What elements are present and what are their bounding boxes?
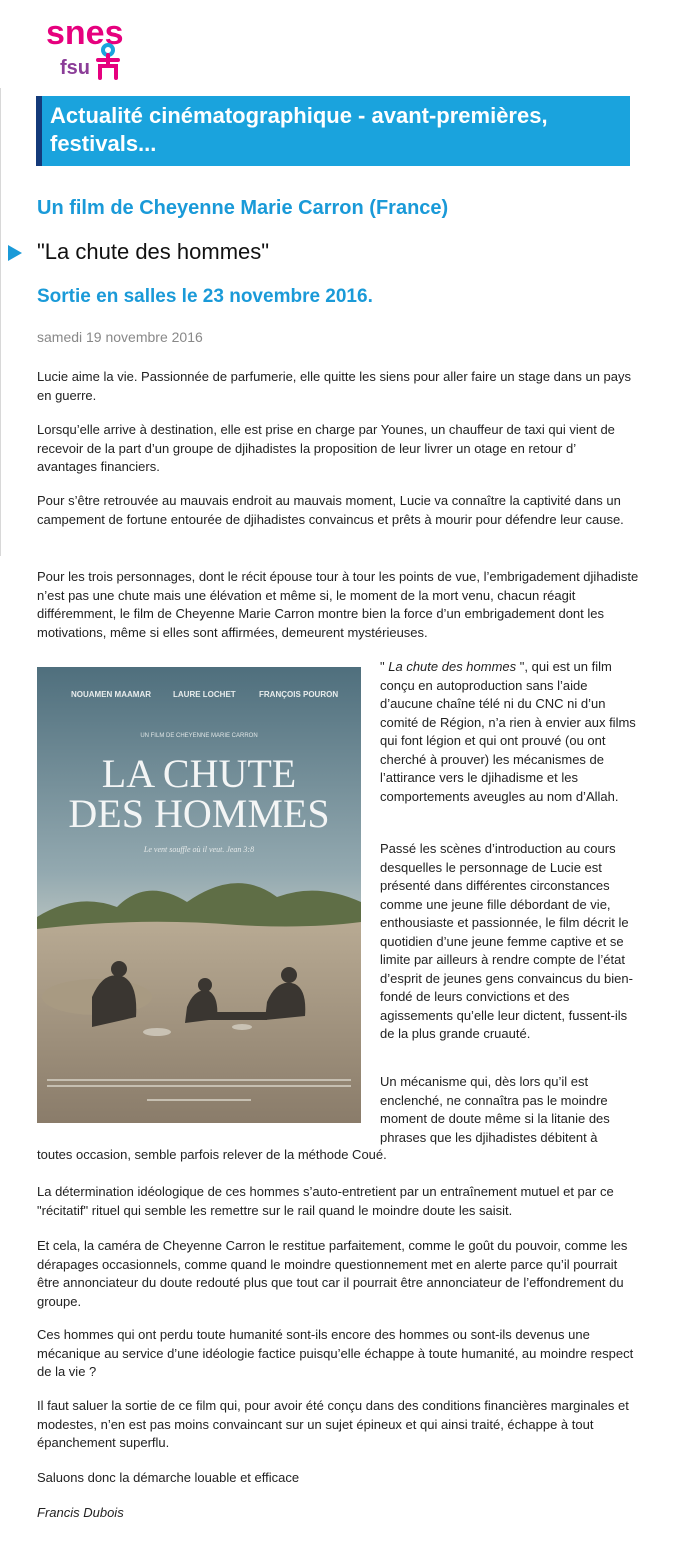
title-arrow-icon: [8, 245, 22, 261]
author-signature: Francis Dubois: [37, 1505, 124, 1520]
poster-credit: UN FILM DE CHEYENNE MARIE CARRON: [140, 733, 258, 739]
poster-title-line-2: DES HOMMES: [68, 791, 330, 836]
section-banner: [36, 96, 630, 166]
poster-actor-2: LAURE LOCHET: [173, 690, 236, 699]
paragraph-9: Et cela, la caméra de Cheyenne Carron le restitue parfaitement, comme le goût du pouvoir, comme les dérapages occasionnels, comme quand le moindre questionnement met en alerte parce qu’il pourrait être annonciateur du doute redouté plus que tout car il pourrait être annonciateur de l’effondrement du groupe.: [37, 1238, 628, 1309]
logo-text-sub: fsu: [60, 57, 90, 79]
paragraph-12: Saluons donc la démarche louable et efficace: [37, 1470, 300, 1485]
poster-title-line-1: LA CHUTE: [101, 751, 297, 796]
poster-actor-3: FRANÇOIS POURON: [259, 690, 339, 699]
logo-text-main: snes: [46, 14, 124, 52]
page-left-border: [0, 88, 1, 556]
paragraph-5: [380, 658, 642, 806]
paragraph-3: Pour s’être retrouvée au mauvais endroit au mauvais moment, Lucie va connaître la captivité dans un campement de fortune entourée de djihadistes convaincus et prêts à mourir pour défendre leur cause.: [37, 493, 624, 527]
article-subtitle: Un film de Cheyenne Marie Carron (France): [37, 197, 449, 219]
release-date-heading: Sortie en salles le 23 novembre 2016.: [37, 286, 373, 307]
paragraph-10: Ces hommes qui ont perdu toute humanité sont-ils encore des hommes ou sont-ils devenus une mécanique au service d’une idéologie factice puisqu’elle échappe à toute humanité, au moindre respect de la vie ?: [37, 1327, 634, 1379]
paragraph-7-a: Un mécanisme qui, dès lors qu’il est enclenché, ne connaîtra pas le moindre moment de doute même si la litanie des phrases que les djihadistes débitent à: [380, 1074, 610, 1145]
paragraph-5-quote: ": [380, 659, 385, 674]
publication-date: samedi 19 novembre 2016: [37, 329, 203, 345]
paragraph-11: Il faut saluer la sortie de ce film qui, pour avoir été conçu dans des conditions financières marginales et modestes, n’en est pas moins convaincant sur un sujet épineux et qui ainsi traité, échappe à tout épanchement superflu.: [37, 1398, 629, 1450]
article-title: "La chute des hommes": [37, 239, 270, 264]
poster-actor-1: NOUAMEN MAAMAR: [71, 690, 151, 699]
paragraph-7-b: toutes occasion, semble parfois relever de la méthode Coué.: [37, 1147, 387, 1162]
paragraph-6: Passé les scènes d’introduction au cours desquelles le personnage de Lucie est présenté dans différentes circonstances comme une jeune fille débordant de vie, enthousiaste et passionnée, le film décrit le quotidien d’une jeune femme captive et se limite par ailleurs à rendre compte de l’état d’esprit de jeunes gens convaincus du bien-fondé de leurs convictions et des agissements qu’elle leur dictent, fussent-ils de la plus grande cruauté.: [380, 841, 633, 1041]
paragraph-5-film-title: La chute des hommes: [388, 659, 517, 674]
paragraph-8: La détermination idéologique de ces hommes s’auto-entretient par un entraînement mutuel et par ce "récitatif" rituel qui semble les remettre sur le rail quand le moindre doute les saisit.: [37, 1184, 614, 1218]
paragraph-1: Lucie aime la vie. Passionnée de parfumerie, elle quitte les siens pour aller faire un stage dans un pays en guerre.: [37, 369, 632, 403]
paragraph-4: Pour les trois personnages, dont le récit épouse tour à tour les points de vue, l’embrigadement djihadiste n’est pas une chute mais une élévation et même si, le moment de la mort venu, chacun réagit différemment, le film de Cheyenne Marie Carron montre bien la force d’un embrigadement dont les motivations, même si elles sont affirmées, demeurent mystérieuses.: [37, 569, 639, 640]
film-poster: [37, 667, 361, 1123]
poster-tagline: Le vent souffle où il veut. Jean 3:8: [143, 845, 255, 854]
snes-fsu-logo[interactable]: [44, 4, 144, 82]
paragraph-5-text: ", qui est un film conçu en autoproduction sans l’aide d’aucune chaîne télé ni du CNC ni d’un comité de Région, n’a rien à envier aux films qui font légion et qui ont prouvé (ou ont cherché à prouver) les mécanismes de l’attirance vers le djihadisme et les comportements aveugles au nom d’Allah.: [380, 659, 636, 804]
section-title: Actualité cinématographique - avant-premières, festivals...: [50, 103, 548, 156]
paragraph-2: Lorsqu’elle arrive à destination, elle est prise en charge par Younes, un chauffeur de taxi qui vient de recevoir de la part d’un groupe de djihadistes la proposition de leur livrer un otage en retour d’ avantages financiers.: [37, 422, 615, 474]
